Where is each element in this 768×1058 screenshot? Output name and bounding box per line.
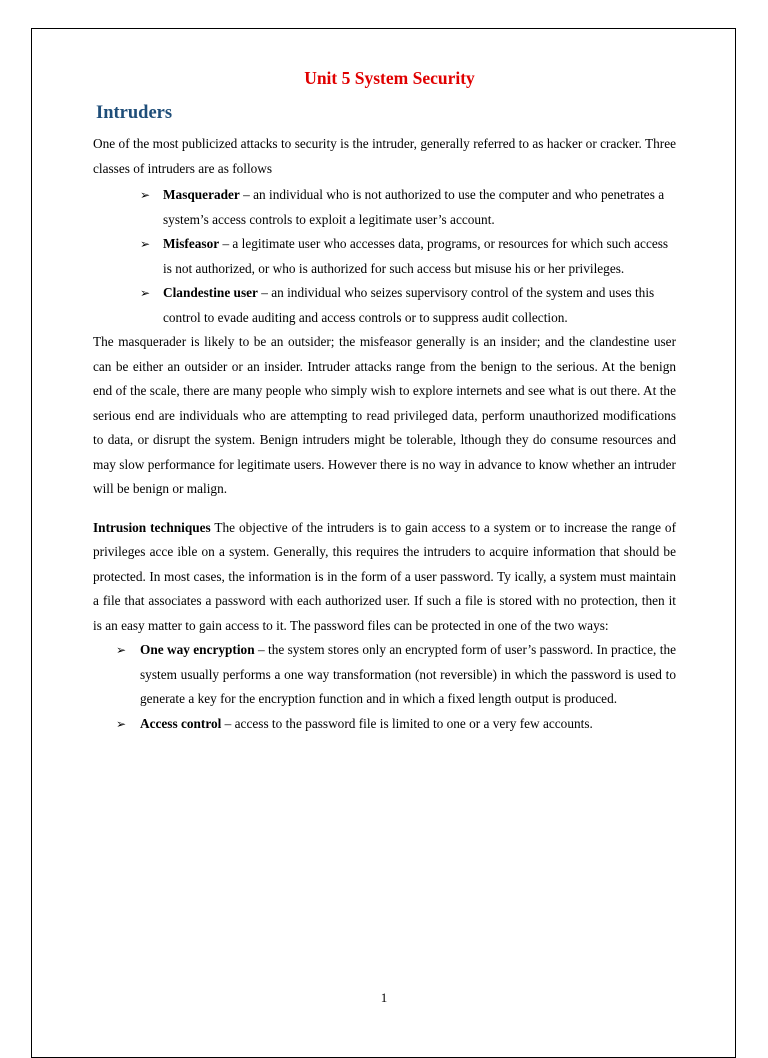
term: Clandestine user [163, 285, 258, 300]
term: One way encryption [140, 642, 255, 657]
term: Intrusion techniques [93, 519, 211, 535]
term: Masquerader [163, 187, 240, 202]
definition: – an individual who seizes supervisory control of the system and uses this control to evade auditing and access controls or to suppress audit collection. [163, 285, 655, 325]
definition: – access to the password file is limited to one or a very few accounts. [221, 715, 593, 731]
arrow-bullet-icon: ➢ [140, 286, 151, 300]
list-item [116, 712, 676, 737]
arrow-bullet-icon: ➢ [140, 237, 151, 251]
password-protection-list [93, 638, 676, 736]
term: Misfeasor [163, 236, 220, 251]
intrusion-techniques-paragraph [93, 516, 676, 639]
intruders-paragraph: The masquerader is likely to be an outsider; the misfeasor generally is an insider; and the clandestine user can be either an outsider or an insider. Intruder attacks range from the benign to the serious. At the benign end of the scale, there are many people who simply wish to explore internets and see what is out there. At the serious end are individuals who are attempting to read privileged data, perform unauthorized modifications to data, or disrupt the system. Benign intruders might be tolerable, lthough they do consume resources and may slow performance for legitimate users. However there is no way in advance to know whether an intruder will be benign or malign. [93, 334, 676, 496]
term: Access control [140, 715, 222, 731]
list-item [140, 281, 676, 330]
section-heading: Intruders [96, 103, 173, 123]
arrow-bullet-icon: ➢ [116, 716, 127, 731]
arrow-bullet-icon: ➢ [140, 188, 151, 202]
definition: – a legitimate user who accesses data, programs, or resources for which such access is not authorized, or who is authorized for such access but misuse his or her privileges. [163, 236, 669, 276]
page-title: Unit 5 System Security [304, 68, 475, 88]
definition: – an individual who is not authorized to use the computer and who penetrates a system’s access controls to exploit a legitimate user’s account. [163, 187, 665, 227]
list-item [140, 232, 676, 281]
definition: – the system stores only an encrypted form of user’s password. In practice, the system usually performs a one way transformation (not reversible) in which the password is used to generate a key for the encryption function and in which a fixed length output is produced. [140, 642, 677, 706]
document-body [93, 68, 676, 736]
intro-paragraph: One of the most publicized attacks to security is the intruder, generally referred to as hacker or cracker. Three classes of intruders are as follows [93, 136, 676, 176]
intruder-classes-list [93, 183, 676, 330]
list-item [140, 183, 676, 232]
paragraph-text: The objective of the intruders is to gain access to a system or to increase the range of privileges acce ible on a system. Generally, this requires the intruders to acquire information that should be protected. In most cases, the information is in the form of a user password. Ty ically, a system must maintain a file that associates a password with each authorized user. If such a file is stored with no protection, then it is an easy matter to gain access to it. The password files can be protected in one of the two ways: [93, 519, 676, 633]
page-number: 1 [380, 990, 388, 1005]
list-item [116, 638, 677, 712]
arrow-bullet-icon: ➢ [116, 643, 127, 657]
